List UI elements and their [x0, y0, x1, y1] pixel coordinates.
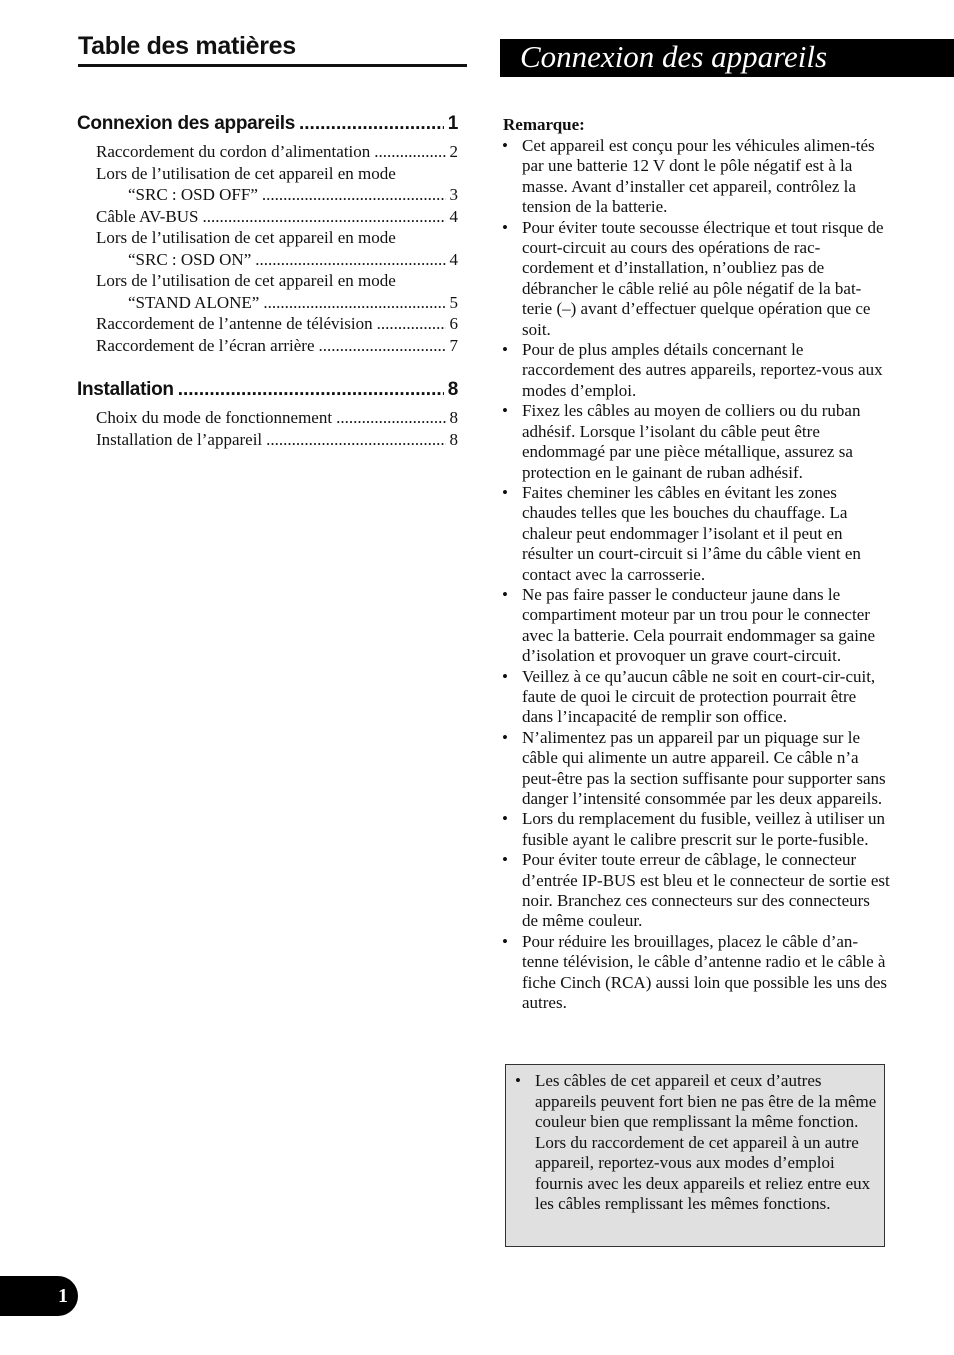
list-item — [500, 585, 890, 667]
toc-entry-label: Raccordement de l’écran arrière — [96, 336, 315, 355]
list-item — [500, 809, 890, 850]
toc-entry[interactable] — [96, 429, 458, 451]
toc-section-installation[interactable] — [77, 378, 458, 402]
toc-entry-page: 4 — [449, 249, 458, 269]
toc-title: Table des matières — [78, 30, 467, 67]
list-item — [500, 340, 890, 401]
toc-entry-label-cont: “SRC : OSD ON” — [128, 249, 252, 269]
bullet: • — [515, 1071, 521, 1090]
bullet: • — [502, 136, 508, 155]
list-item-text: N’alimentez pas un appareil par un piquage sur le câble qui alimente un autre appareil. Ce câble n’a peut-être pas la section suffisante pour supporter sans danger l’intensité consommée par les deux appareils. — [522, 727, 886, 808]
list-item-text: Fixez les câbles au moyen de colliers ou du ruban adhésif. Lorsque l’isolant du câble peut être endommagé par une pièce métallique, assurez sa protection en le gainant de ruban adhésif. — [522, 401, 861, 482]
toc-section-page: 8 — [447, 379, 458, 400]
toc-leader — [266, 429, 445, 451]
toc-entry-label-cont: “STAND ALONE” — [128, 292, 260, 312]
list-item — [500, 667, 890, 728]
toc-entry-page: 3 — [449, 185, 458, 204]
toc-entry-page: 6 — [449, 314, 458, 333]
toc-entry[interactable] — [96, 270, 458, 313]
toc-entry-page: 4 — [449, 206, 458, 226]
toc-entry[interactable] — [96, 141, 458, 163]
bullet: • — [502, 340, 508, 360]
toc-entry[interactable] — [96, 335, 458, 357]
section-header-bar — [500, 39, 954, 77]
toc-entry-page: 8 — [449, 429, 458, 449]
bullet: • — [502, 931, 508, 951]
toc-entry-label-cont: “SRC : OSD OFF” — [128, 185, 258, 204]
list-item — [500, 850, 890, 932]
toc-leader — [203, 206, 446, 228]
list-item-text: Faites cheminer les câbles en évitant les zones chaudes telles que les bouches du chauffage. La chaleur peut endommager l’isolant et il peut en résulter un court-circuit si l’âme du câble vient en contact avec la carrosserie. — [522, 482, 861, 584]
bullet: • — [502, 584, 508, 604]
toc-entry-page: 5 — [449, 292, 458, 312]
toc-leader — [263, 292, 445, 314]
bullet: • — [502, 727, 508, 747]
toc-entry-page: 8 — [449, 407, 458, 427]
toc-leader — [178, 378, 444, 402]
toc-leader — [374, 141, 445, 163]
list-item-text: Ne pas faire passer le conducteur jaune dans le compartiment moteur par un trou pour le connecter avec la batterie. Cela pourrait endommager sa gaine d’isolation et provoquer un grave court-circuit. — [522, 584, 876, 666]
list-item-text: Pour éviter toute erreur de câblage, le connecteur d’entrée IP-BUS est bleu et le connecteur de sortie est noir. Branchez ces connecteurs sur des connecteurs de même couleur. — [522, 850, 890, 931]
list-item — [500, 728, 890, 810]
page-number: 1 — [58, 1285, 68, 1307]
toc-entry-page: 2 — [449, 142, 458, 161]
notice-text: Les câbles de cet appareil et ceux d’autres appareils peuvent fort bien ne pas être de la même couleur bien que remplissant la même fonction. Lors du raccordement de cet appareil à un autre appareil, reportez-vous aux modes d’emploi fournis avec les deux appareils et reliez entre eux les câbles remplissant les mêmes fonctions. — [535, 1071, 877, 1213]
toc-leader — [262, 184, 446, 206]
bullet: • — [502, 217, 508, 237]
toc-entry[interactable] — [96, 313, 458, 335]
toc-entry-label: Lors de l’utilisation de cet appareil en mode — [96, 228, 396, 247]
toc-leader — [377, 313, 446, 335]
toc-entry-label: Installation de l’appareil — [96, 429, 263, 449]
list-item-text: Lors du remplacement du fusible, veillez à utiliser un fusible ayant le calibre prescrit sur le porte-fusible. — [522, 809, 886, 849]
bullet: • — [502, 809, 508, 829]
list-item — [500, 932, 890, 1014]
remark-heading: Remarque: — [503, 115, 585, 134]
list-item-text: Pour de plus amples détails concernant le raccordement des autres appareils, reportez-vous aux modes d’emploi. — [522, 340, 883, 400]
list-item-text: Veillez à ce qu’aucun câble ne soit en court-cir-cuit, faute de quoi le circuit de protection pourrait être dans l’incapacité de remplir son office. — [522, 666, 876, 727]
toc-entry-label: Raccordement du cordon d’alimentation — [96, 142, 371, 161]
toc-entry[interactable] — [96, 163, 458, 206]
bullet: • — [502, 666, 508, 686]
list-item — [500, 218, 890, 340]
toc-entry[interactable] — [96, 407, 458, 429]
toc-section-page: 1 — [447, 113, 458, 134]
bullet: • — [502, 482, 508, 502]
list-item — [500, 483, 890, 585]
toc-entry-label: Raccordement de l’antenne de télévision — [96, 314, 373, 333]
list-item — [500, 401, 890, 483]
list-item-text: Cet appareil est conçu pour les véhicules alimen-tés par une batterie 12 V dont le pôle négatif est à la masse. Avant d’installer cet appareil, contrôlez la tension de la batterie. — [522, 136, 875, 217]
toc-leader — [255, 249, 445, 271]
toc-section-title: Connexion des appareils — [77, 113, 295, 134]
list-item — [500, 136, 890, 218]
toc-section-title: Installation — [77, 379, 174, 400]
toc-leader — [299, 112, 444, 136]
toc-leader — [336, 407, 445, 429]
list-item-text: Pour éviter toute secousse électrique et tout risque de court-circuit au cours des opérations de rac-cordement et d’installation, n’oubliez pas de débrancher le câble relié au pôle négatif de la bat-terie (–) avant d’effectuer quelque opération que ce soit. — [522, 217, 884, 339]
page-number-tab — [0, 1276, 78, 1316]
toc-leader — [319, 335, 446, 357]
toc-section-connexion[interactable] — [77, 112, 458, 136]
toc-entry-label: Lors de l’utilisation de cet appareil en mode — [96, 163, 396, 183]
bullet: • — [502, 850, 508, 870]
remark-list — [500, 136, 890, 1013]
toc-entry-label: Lors de l’utilisation de cet appareil en mode — [96, 271, 396, 290]
list-item-text: Pour réduire les brouillages, placez le câble d’an-tenne télévision, le câble d’antenne radio et le câble à fiche Cinch (RCA) aussi loin que possible les uns des autres. — [522, 931, 887, 1013]
toc-entry[interactable] — [96, 206, 458, 228]
toc-entry-page: 7 — [449, 336, 458, 355]
toc-entry-label: Câble AV-BUS — [96, 206, 199, 226]
notice-box — [505, 1064, 885, 1247]
toc-entry-label: Choix du mode de fonctionnement — [96, 407, 333, 427]
toc-entry[interactable] — [96, 227, 458, 270]
bullet: • — [502, 401, 508, 421]
section-title: Connexion des appareils — [520, 39, 828, 74]
